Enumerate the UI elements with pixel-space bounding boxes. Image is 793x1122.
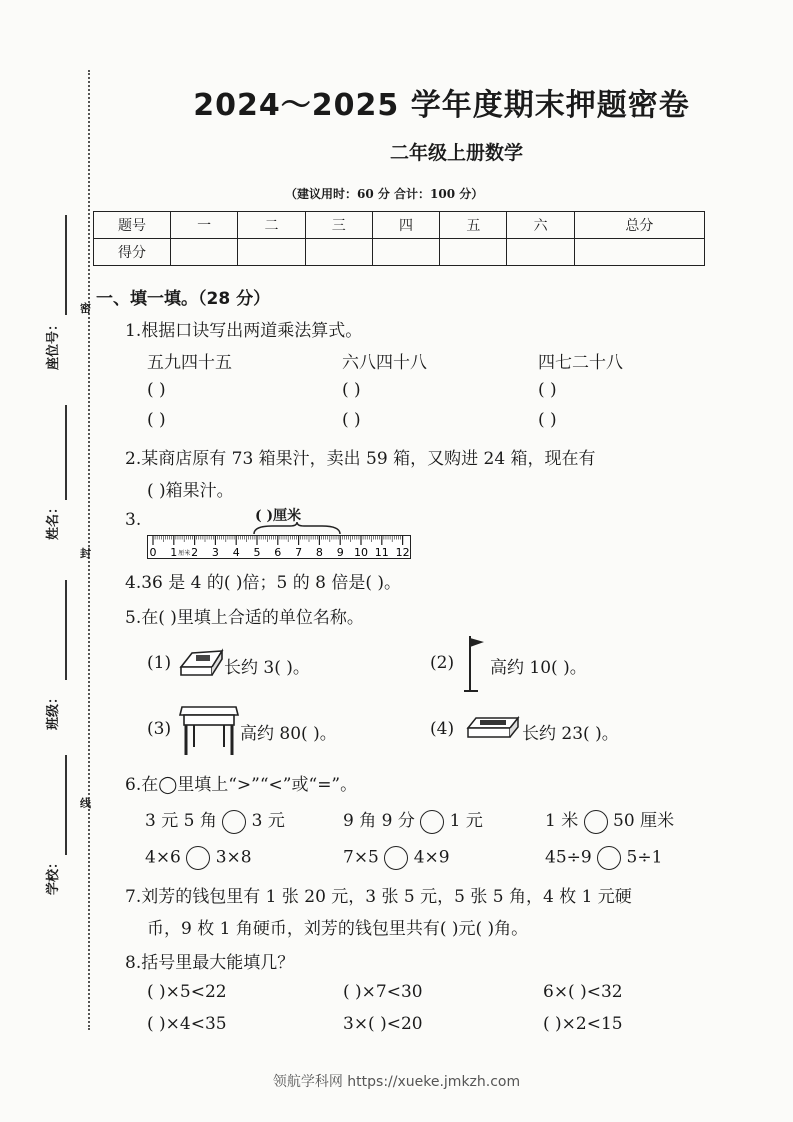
score-cell: 总分 [574, 212, 704, 239]
ruler-tick-label: 2 [191, 546, 199, 558]
question-7: 7.刘芳的钱包里有 1 张 20 元，3 张 5 元，5 张 5 角，4 枚 1 元硬 [125, 887, 632, 907]
compare-right: 4×9 [413, 847, 450, 868]
q1-rhyme: 四七二十八 [538, 353, 623, 373]
name-label: 姓名： [46, 500, 61, 540]
inequality[interactable]: 3×( )<20 [343, 1014, 423, 1034]
compare-circle[interactable] [186, 846, 210, 870]
q5-item-number: (3) [147, 719, 172, 739]
subject-subtitle: 二年级上册数学 [389, 142, 523, 164]
score-cell: 题号 [94, 212, 171, 239]
section-heading: 一、填一填。（28 分） [96, 289, 271, 309]
score-cell: 四 [372, 212, 439, 239]
compare-circle[interactable] [222, 810, 246, 834]
page-title: 2024～2025 学年度期末押题密卷 [193, 88, 690, 123]
compare-right: 3×8 [215, 847, 252, 868]
ruler-tick-label: 1 [170, 546, 178, 558]
seal-mark-feng: 封 [80, 547, 91, 560]
comparison [145, 806, 285, 834]
compare-left: 3 元 5 角 [145, 811, 217, 831]
question-2-cont: ( )箱果汁。 [147, 481, 234, 501]
ruler-tick-label: 0 [149, 546, 157, 558]
seal-mark-mi: 密 [80, 302, 91, 315]
score-input-cell[interactable] [574, 239, 704, 266]
compare-left: 4×6 [145, 847, 181, 868]
score-cell: 二 [238, 212, 305, 239]
footer-watermark: 领航学科网 https://xueke.jmkzh.com [272, 1074, 521, 1090]
comparison [343, 806, 483, 834]
school-line[interactable] [65, 755, 67, 855]
compare-circle[interactable] [384, 846, 408, 870]
ruler-tick-label: 10 [354, 546, 368, 558]
q5-item-number: (1) [147, 653, 172, 673]
comparison [545, 806, 674, 834]
ruler-brace [252, 522, 342, 536]
ruler [147, 535, 411, 559]
inequality[interactable]: ( )×2<15 [543, 1014, 623, 1034]
q5-item-number: (4) [430, 719, 455, 739]
compare-right: 50 厘米 [613, 811, 675, 831]
compare-left: 9 角 9 分 [343, 811, 415, 831]
score-input-cell[interactable] [507, 239, 574, 266]
compare-circle[interactable] [420, 810, 444, 834]
q5-item-text: 长约 3( )。 [224, 658, 310, 678]
ruler-tick-label: 7 [295, 546, 303, 558]
q1-rhyme: 六八四十八 [342, 353, 427, 373]
score-input-cell[interactable] [238, 239, 305, 266]
q5-item-text: 长约 23( )。 [522, 724, 619, 744]
ruler-measure-label: ( )厘米 [255, 508, 302, 524]
comparison [343, 846, 450, 870]
timing-note: （建议用时：60 分 合计：100 分） [285, 187, 484, 201]
score-input-cell[interactable] [372, 239, 439, 266]
inequality[interactable]: ( )×7<30 [343, 982, 423, 1002]
ruler-tick-label: 12 [395, 546, 410, 558]
flag-pole-icon [462, 632, 490, 694]
q5-item-text: 高约 10( )。 [490, 658, 587, 678]
ruler-tick-label: 5 [253, 546, 261, 558]
class-label: 班级： [46, 690, 61, 730]
ruler-ticks [148, 536, 410, 558]
compare-right: 5÷1 [626, 847, 663, 868]
score-table-header-row [94, 212, 705, 239]
ruler-unit-label: 厘米 [178, 550, 191, 557]
ruler-tick-label: 11 [374, 546, 389, 558]
inequality[interactable]: ( )×4<35 [147, 1014, 227, 1034]
question-5: 5.在( )里填上合适的单位名称。 [125, 608, 364, 628]
ruler-tick-label: 9 [336, 546, 344, 558]
compare-left: 1 米 [545, 811, 579, 831]
name-line[interactable] [65, 405, 67, 500]
eraser-icon [178, 645, 226, 679]
question-8: 8.括号里最大能填几？ [125, 953, 295, 973]
score-cell: 六 [507, 212, 574, 239]
inequality[interactable]: ( )×5<22 [147, 982, 227, 1002]
score-table-score-row [94, 239, 705, 266]
seal-mark-xian: 线 [80, 797, 91, 810]
ruler-tick-label: 4 [232, 546, 240, 558]
question-3: 3. [125, 510, 142, 530]
answer-blank[interactable]: ( ) [538, 380, 557, 400]
score-input-cell[interactable] [171, 239, 238, 266]
inequality[interactable]: 6×( )<32 [543, 982, 623, 1002]
compare-right: 1 元 [449, 811, 483, 831]
score-cell: 一 [171, 212, 238, 239]
question-2: 2.某商店原有 73 箱果汁，卖出 59 箱，又购进 24 箱，现在有 [125, 449, 596, 469]
q5-item-text: 高约 80( )。 [240, 724, 337, 744]
question-4: 4.36 是 4 的( )倍；5 的 8 倍是( )。 [125, 573, 402, 593]
score-input-cell[interactable] [440, 239, 507, 266]
class-line[interactable] [65, 580, 67, 680]
seat-number-line[interactable] [65, 215, 67, 315]
answer-blank[interactable]: ( ) [342, 410, 361, 430]
answer-blank[interactable]: ( ) [147, 410, 166, 430]
score-cell: 五 [440, 212, 507, 239]
ruler-tick-label: 6 [274, 546, 282, 558]
compare-right: 3 元 [251, 811, 285, 831]
answer-blank[interactable]: ( ) [342, 380, 361, 400]
pencil-case-icon [464, 714, 522, 740]
comparison [545, 846, 662, 870]
score-cell: 三 [305, 212, 372, 239]
compare-left: 7×5 [343, 847, 379, 868]
compare-left: 45÷9 [545, 847, 592, 868]
question-7-cont: 币，9 枚 1 角硬币，刘芳的钱包里共有( )元( )角。 [147, 919, 529, 939]
answer-blank[interactable]: ( ) [538, 410, 557, 430]
ruler-tick-label: 8 [315, 546, 323, 558]
score-row-label: 得分 [94, 239, 171, 266]
desk-icon [178, 703, 240, 757]
question-6: 6.在◯里填上“>”“<”或“=”。 [125, 775, 358, 795]
question-1: 1.根据口诀写出两道乘法算式。 [125, 321, 363, 341]
seat-number-label: 座位号： [46, 317, 61, 370]
school-label: 学校： [46, 855, 61, 895]
q5-item-number: (2) [430, 653, 455, 673]
score-input-cell[interactable] [305, 239, 372, 266]
compare-circle[interactable] [584, 810, 608, 834]
answer-blank[interactable]: ( ) [147, 380, 166, 400]
comparison [145, 846, 252, 870]
score-table [93, 211, 705, 266]
ruler-tick-label: 3 [211, 546, 219, 558]
compare-circle[interactable] [597, 846, 621, 870]
q1-rhyme: 五九四十五 [147, 353, 232, 373]
